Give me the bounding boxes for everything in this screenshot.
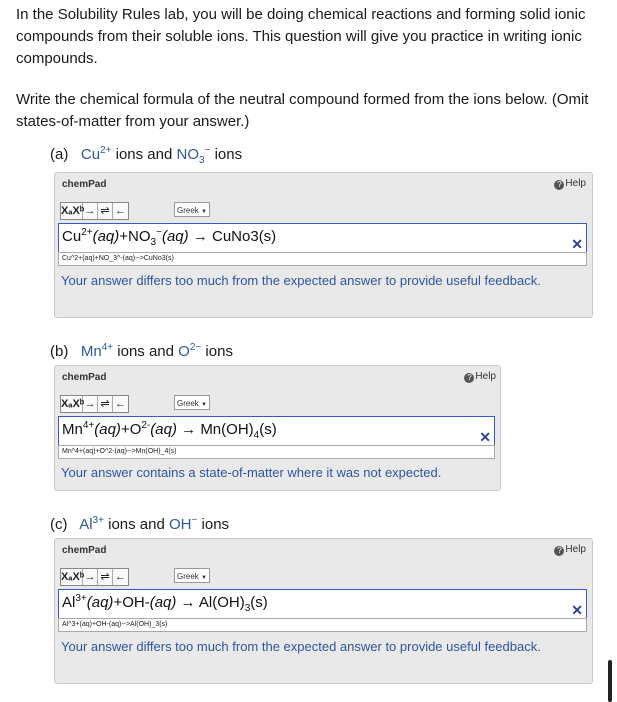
answer-formula: $Al^{3+}(aq)+OH-(aq) \to Al(OH)_3(s)$ xyxy=(62,593,268,614)
subscript-superscript-button[interactable]: XₐXᵇ xyxy=(61,398,85,410)
question-icon: ? xyxy=(554,546,564,556)
answer-input[interactable] xyxy=(58,416,495,446)
greek-dropdown[interactable]: Greek ▼ xyxy=(174,568,210,583)
equilibrium-button[interactable]: ⇌ xyxy=(98,569,113,585)
chempad-toolbar xyxy=(60,202,129,220)
ion-2: $NO_3^-$ xyxy=(176,145,211,166)
raw-answer-text: Al^3+(aq)+OH-(aq)-->Al(OH)_3(s) xyxy=(58,618,587,632)
arrow-button[interactable]: → xyxy=(83,396,98,412)
part-c-label: (c) $Al^{3+}$ ions and OH− ions xyxy=(50,515,230,533)
back-arrow-button[interactable]: ← xyxy=(115,398,126,410)
chempad-toolbar xyxy=(60,568,129,586)
equilibrium-button[interactable]: ⇌ xyxy=(98,203,113,219)
chevron-down-icon: ▼ xyxy=(201,209,207,215)
chempad-b xyxy=(54,365,501,491)
ion-1: $Mn^{4+}$ xyxy=(80,342,114,360)
feedback-message: Your answer differs too much from the expected answer to provide useful feedback. xyxy=(61,639,541,654)
intro-text: In the Solubility Rules lab, you will be doing chemical reactions and forming solid ionic compounds from their soluble ions. This question will give you practice in writing ionic compounds. xyxy=(16,6,586,67)
greek-dropdown[interactable]: Greek ▼ xyxy=(174,202,210,217)
chempad-c xyxy=(54,538,593,684)
chempad-title: chemPad xyxy=(62,179,107,190)
answer-formula: $Cu^{2+}(aq)+NO_3^-(aq)$ → CuNo3(s) xyxy=(62,227,277,248)
raw-answer-text: Mn^4+(aq)+O^2-(aq)-->Mn(OH)_4(s) xyxy=(58,445,495,459)
incorrect-x-icon: ✕ xyxy=(479,429,491,445)
arrow-button[interactable]: → xyxy=(83,203,98,219)
chevron-down-icon: ▼ xyxy=(201,402,207,408)
incorrect-x-icon: ✕ xyxy=(571,236,583,252)
chempad-toolbar xyxy=(60,395,129,413)
feedback-message: Your answer contains a state-of-matter where it was not expected. xyxy=(61,465,442,480)
arrow-button[interactable]: → xyxy=(83,569,98,585)
subscript-superscript-button[interactable]: XₐXᵇ xyxy=(61,205,85,217)
question-icon: ? xyxy=(554,180,564,190)
back-arrow-button[interactable]: ← xyxy=(115,571,126,583)
subscript-superscript-button[interactable]: XₐXᵇ xyxy=(61,571,85,583)
help-button[interactable]: ? Help xyxy=(464,371,496,383)
incorrect-x-icon: ✕ xyxy=(571,602,583,618)
question-prompt: Write the chemical formula of the neutral compound formed from the ions below. (Omit states-of-matter from your answer.) xyxy=(16,91,589,130)
chempad-title: chemPad xyxy=(62,372,107,383)
raw-answer-text: Cu^2+(aq)+NO_3^-(aq)-->CuNo3(s) xyxy=(58,252,587,266)
help-button[interactable]: ? Help xyxy=(554,178,586,190)
part-a-label: (a) $Cu^{2+}$ ions and $NO_3^-$ ions xyxy=(50,145,243,166)
answer-input[interactable] xyxy=(58,223,587,253)
ion-2: $O^{2-}$ xyxy=(178,342,202,360)
ion-1: $Al^{3+}$ xyxy=(79,515,104,533)
help-button[interactable]: ? Help xyxy=(554,544,586,556)
chempad-title: chemPad xyxy=(62,545,107,556)
greek-dropdown[interactable]: Greek ▼ xyxy=(174,395,210,410)
equilibrium-button[interactable]: ⇌ xyxy=(98,396,113,412)
question-icon: ? xyxy=(464,373,474,383)
scrollbar[interactable] xyxy=(608,660,612,702)
answer-formula: $Mn^{4+}(aq)+O^{2-}(aq) \to Mn(OH)_4(s)$ xyxy=(62,420,277,441)
part-b-label: (b) $Mn^{4+}$ ions and $O^{2-}$ ions xyxy=(50,342,233,360)
ion-1: $Cu^{2+}$ xyxy=(80,145,112,163)
ion-2: OH− xyxy=(169,515,198,533)
answer-input[interactable] xyxy=(58,589,587,619)
chevron-down-icon: ▼ xyxy=(201,575,207,581)
back-arrow-button[interactable]: ← xyxy=(115,205,126,217)
feedback-message: Your answer differs too much from the expected answer to provide useful feedback. xyxy=(61,273,541,288)
chempad-a xyxy=(54,172,593,318)
